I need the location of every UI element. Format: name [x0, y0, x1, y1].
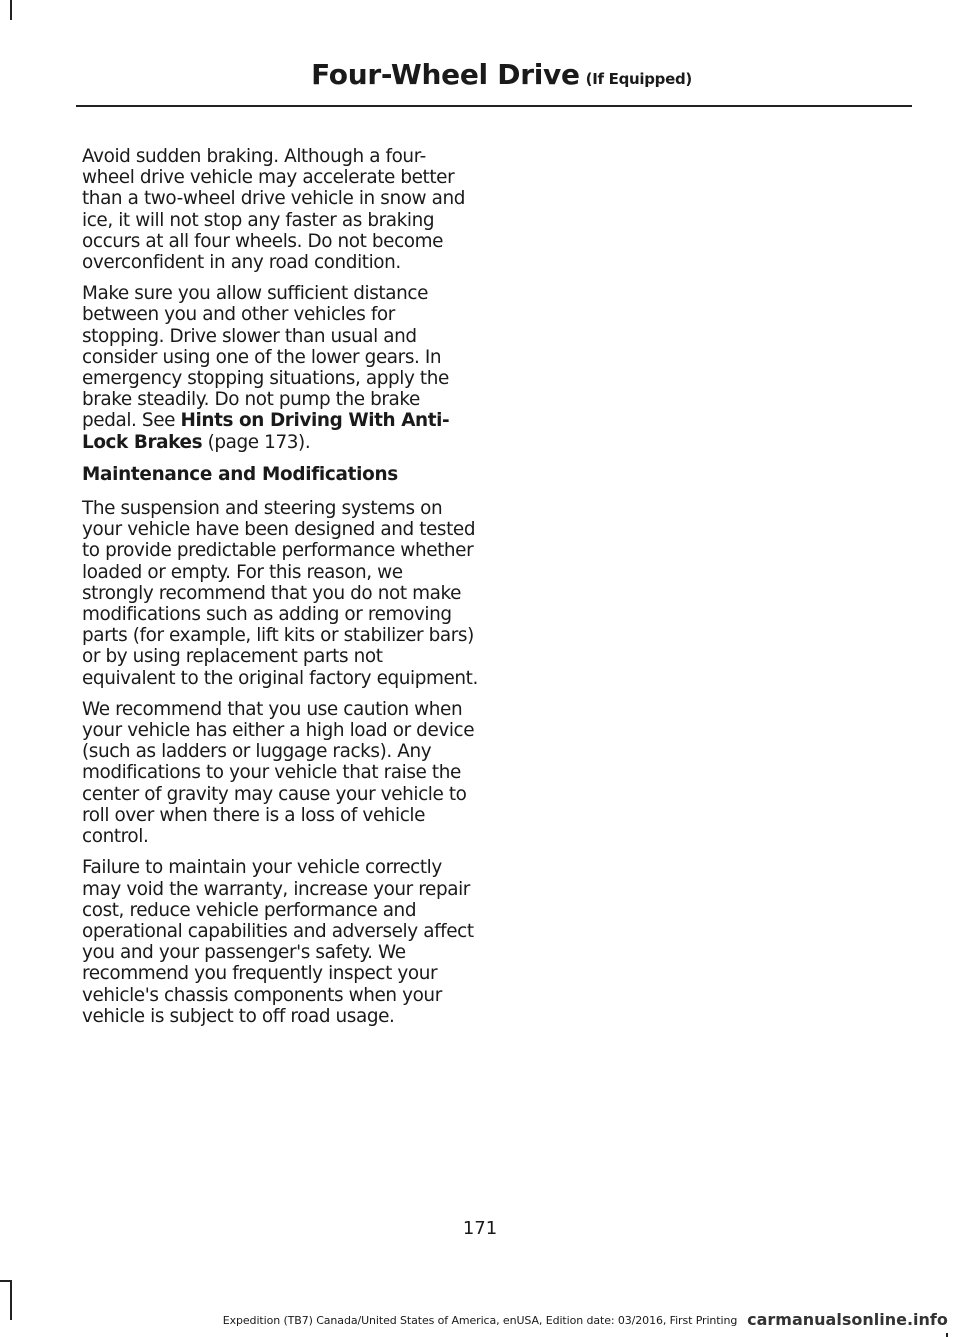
paragraph-braking: Avoid sudden braking. Although a four-wheel drive vehicle may accelerate better than a two-wheel drive vehicle in snow and ice, it will not stop any faster as braking occurs at all four wheels. Do not become overconfident in any road condition. [82, 146, 466, 274]
page-reference: (page 173). [202, 431, 311, 453]
paragraph-stopping-distance [82, 283, 478, 453]
paragraph-caution: We recommend that you use caution when your vehicle has either a high load or device (such as ladders or luggage racks). Any modifications to your vehicle that raise the center of gravity may cause your vehicle to roll over when there is a loss of vehicle control. [82, 698, 475, 848]
chapter-subtitle: (If Equipped) [585, 70, 692, 88]
watermark: carmanualsonline.info [745, 1307, 950, 1333]
section-heading: Maintenance and Modifications [82, 463, 398, 485]
paragraph-suspension: The suspension and steering systems on your vehicle have been designed and tested to provide predictable performance whether loaded or empty. For this reason, we strongly recommend that you do not make modifications such as adding or removing parts (for example, lift kits or stabilizer bars) or by using replacement parts not equivalent to the original factory equipment. [82, 498, 478, 689]
footer-edition-info: Expedition (TB7) Canada/United States of America, enUSA, Edition date: 03/2016, First Printing [222, 1314, 738, 1327]
cross-reference-link[interactable]: Hints on Driving With Anti-Lock Brakes [82, 410, 450, 453]
page-header [311, 58, 692, 91]
paragraph-maintenance: Failure to maintain your vehicle correctly may void the warranty, increase your repair cost, reduce vehicle performance and operational capabilities and adversely affect you and your passenger's safety. We recommend you frequently inspect your vehicle's chassis components when your vehicle is subject to off road usage. [82, 857, 474, 1027]
crop-mark-top-left [10, 0, 12, 20]
header-divider [76, 105, 912, 107]
crop-mark-bottom-left-horizontal [0, 1280, 12, 1282]
paragraph-stopping-distance-text: Make sure you allow sufficient distance between you and other vehicles for stopping. Drive slower than usual and consider using one of the lower gears. In emergency stopping situations, apply the brake steadily. Do not pump the brake pedal. See [82, 283, 449, 432]
chapter-title: Four-Wheel Drive [311, 58, 580, 91]
main-content [82, 146, 478, 1037]
page-number: 171 [462, 1218, 498, 1239]
